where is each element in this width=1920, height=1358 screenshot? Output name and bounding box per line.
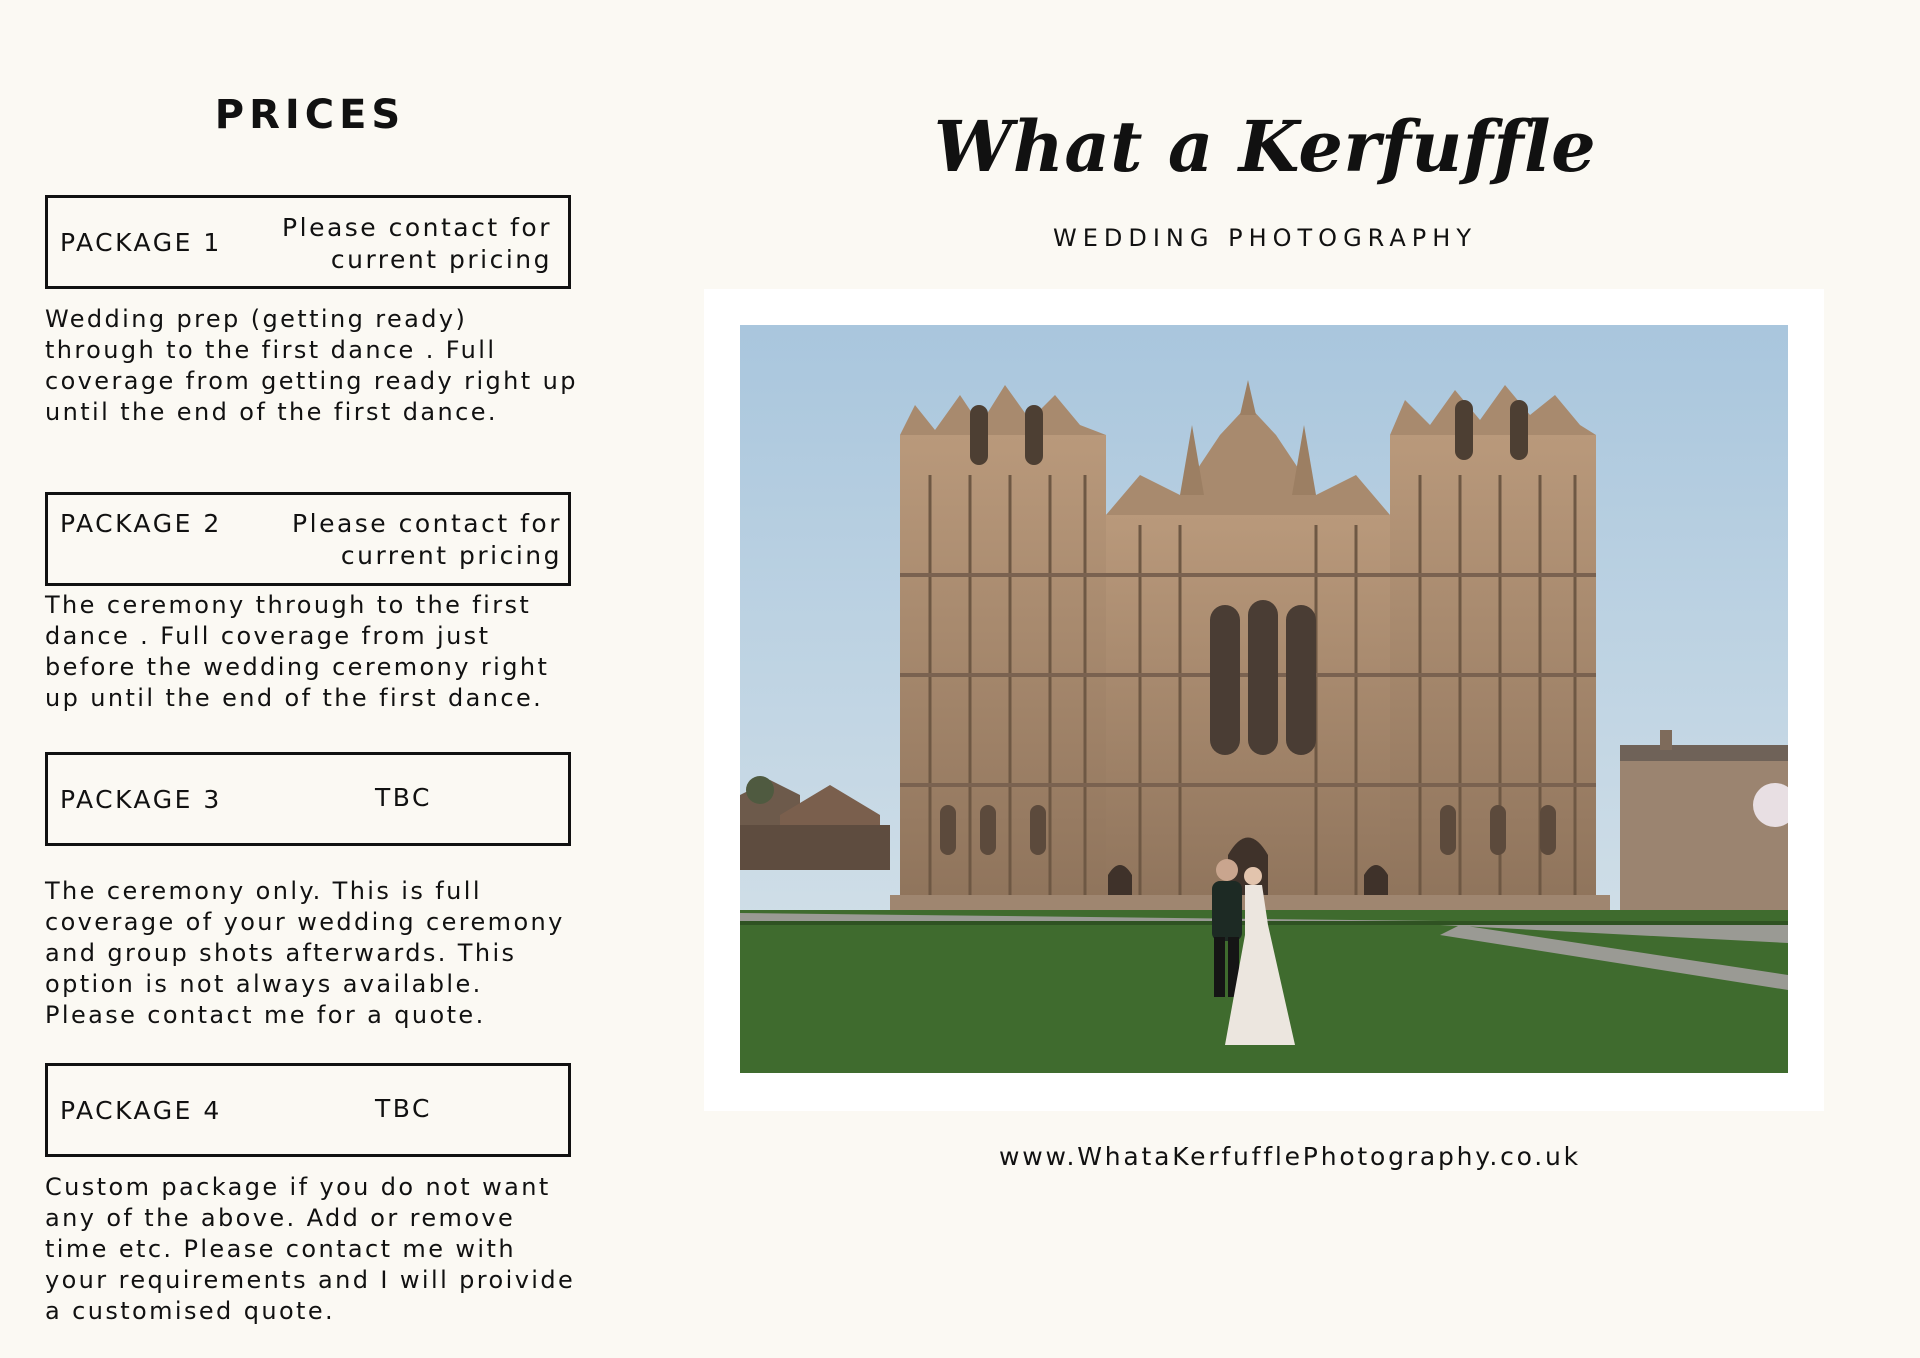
package-1-name: PACKAGE 1: [60, 228, 222, 257]
cathedral: [890, 380, 1610, 917]
cathedral-illustration: [740, 325, 1788, 1073]
package-2-box: [45, 492, 571, 586]
prices-title: PRICES: [214, 92, 406, 138]
package-4-description: Custom package if you do not want any of the above. Add or remove time etc. Please contact me with your requirements and I will proivide a customised quote.: [45, 1173, 576, 1325]
package-1-price: Please contact for current pricing: [282, 213, 552, 274]
brand-subtitle: WEDDING PHOTOGRAPHY: [1053, 224, 1477, 252]
website-url: www.WhataKerfufflePhotography.co.uk: [999, 1142, 1581, 1171]
package-2-description: The ceremony through to the first dance . Full coverage from just before the wedding ceremony right up until the end of the first dance.: [45, 591, 550, 712]
package-3-box: [45, 752, 571, 846]
side-building: [1620, 730, 1788, 910]
package-3-name: PACKAGE 3: [60, 785, 222, 814]
package-4-price: TBC: [375, 1094, 432, 1123]
brand-name: What a Kerfuffle: [933, 105, 1597, 188]
package-4-name: PACKAGE 4: [60, 1096, 222, 1125]
package-2-name: PACKAGE 2: [60, 509, 222, 538]
cathedral-wedding-photo: [740, 325, 1788, 1073]
photo-frame: [704, 289, 1824, 1111]
package-1-box: [45, 195, 571, 289]
package-4-box: [45, 1063, 571, 1157]
package-2-price: Please contact for current pricing: [292, 509, 562, 570]
package-3-description: The ceremony only. This is full coverage of your wedding ceremony and group shots afterwards. This option is not always available. Please contact me for a quote.: [45, 877, 565, 1029]
package-3-price: TBC: [375, 783, 432, 812]
package-1-description: Wedding prep (getting ready) through to the first dance . Full coverage from getting ready right up until the end of the first dance.: [45, 305, 578, 426]
